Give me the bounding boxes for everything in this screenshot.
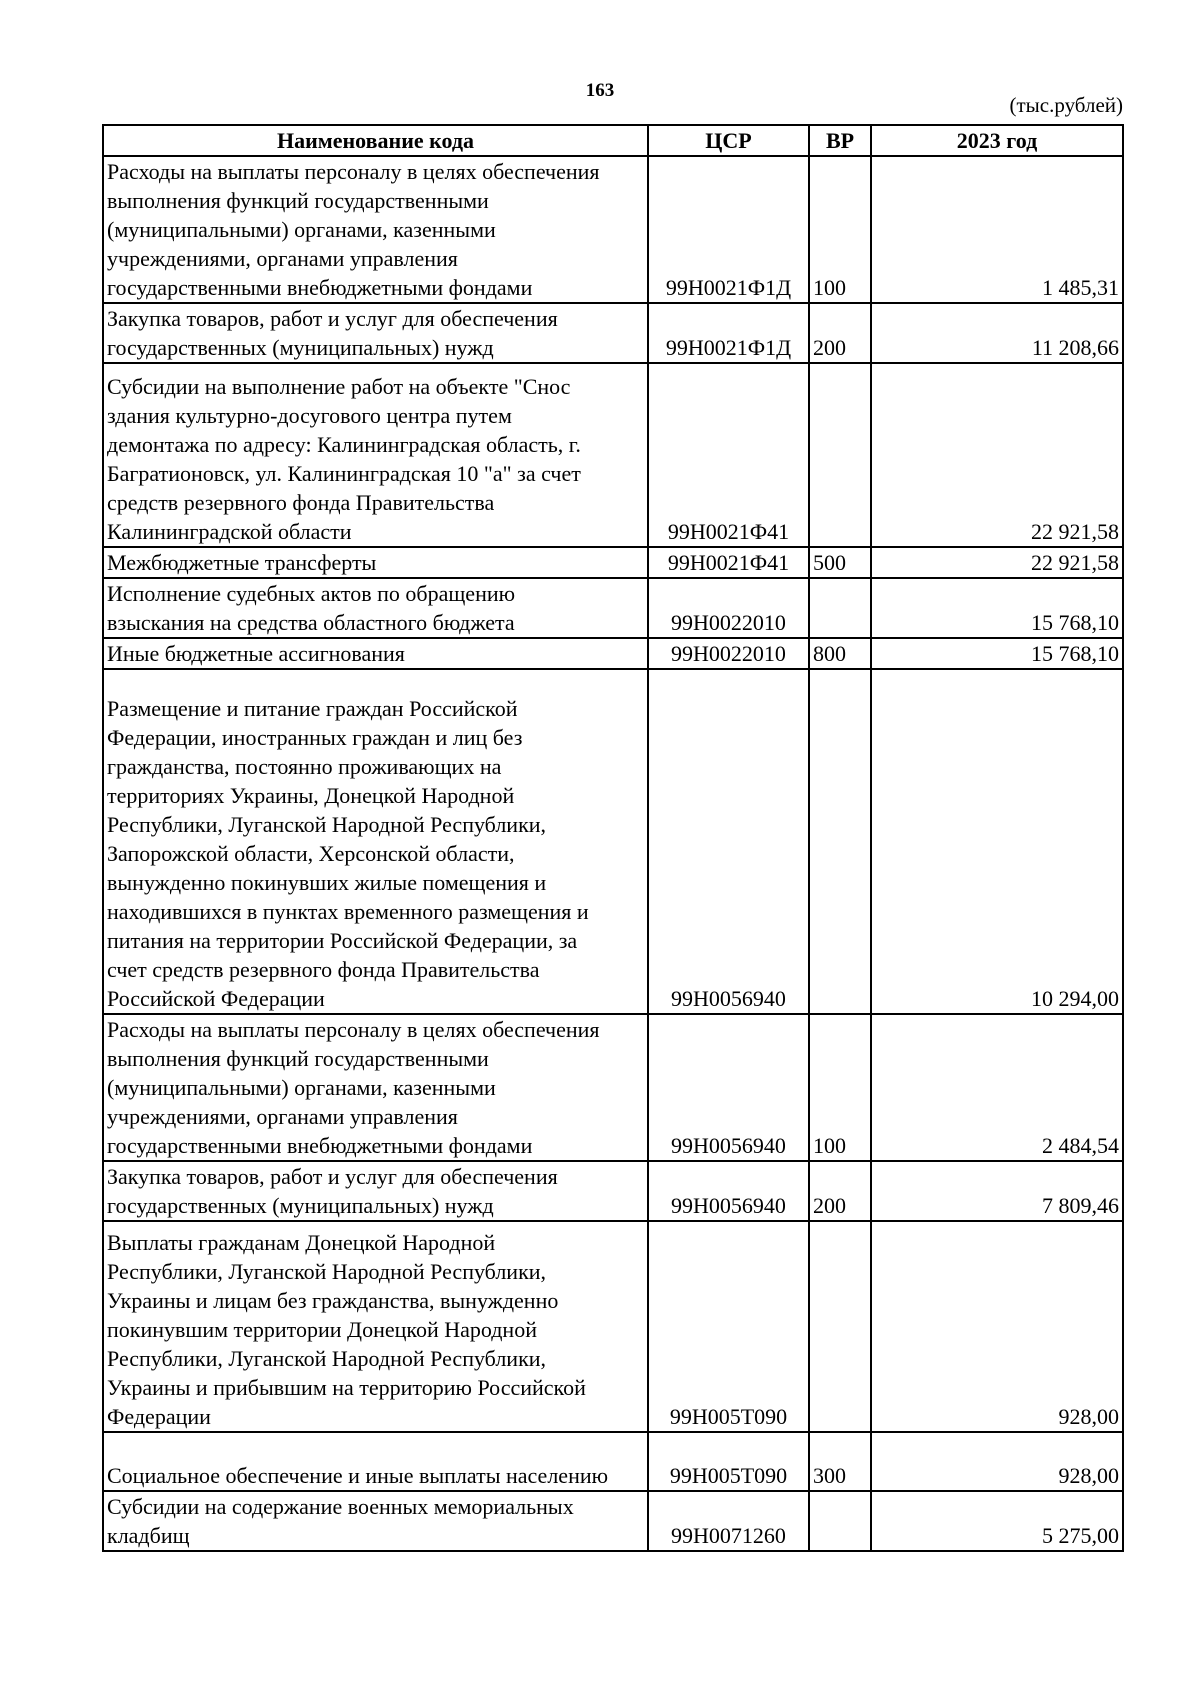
row-name: Расходы на выплаты персоналу в целях обеспечения выполнения функций государственными (муниципальными) органами, казенными учреждениями, органами управления государственными внебюджетными фондами xyxy=(103,156,648,303)
row-csr: 99Н0021Ф1Д xyxy=(648,156,809,303)
row-amount: 7 809,46 xyxy=(871,1161,1123,1221)
row-name: Размещение и питание граждан Российской Федерации, иностранных граждан и лиц без гражданства, постоянно проживающих на территориях Украины, Донецкой Народной Республики, Луганской Народной Республики, Запорожской области, Херсонской области, вынужденно покинувших жилые помещения и находившихся в пунктах временного размещения и питания на территории Российской Федерации, за счет средств резервного фонда Правительства Российской Федерации xyxy=(103,669,648,1014)
header-csr: ЦСР xyxy=(648,125,809,156)
table-row xyxy=(103,1161,1123,1221)
header-name: Наименование кода xyxy=(103,125,648,156)
header-year: 2023 год xyxy=(871,125,1123,156)
row-name: Закупка товаров, работ и услуг для обеспечения государственных (муниципальных) нужд xyxy=(103,1161,648,1221)
row-csr: 99Н0056940 xyxy=(648,1014,809,1161)
row-amount: 2 484,54 xyxy=(871,1014,1123,1161)
row-vr xyxy=(809,363,871,547)
table-row xyxy=(103,638,1123,669)
row-amount: 15 768,10 xyxy=(871,578,1123,638)
row-amount: 928,00 xyxy=(871,1221,1123,1432)
table-row xyxy=(103,156,1123,303)
header-vr: ВР xyxy=(809,125,871,156)
row-vr: 800 xyxy=(809,638,871,669)
row-amount: 10 294,00 xyxy=(871,669,1123,1014)
row-csr: 99Н005Т090 xyxy=(648,1432,809,1491)
row-amount: 22 921,58 xyxy=(871,547,1123,578)
table-row xyxy=(103,1491,1123,1551)
row-csr: 99Н0056940 xyxy=(648,669,809,1014)
row-vr: 300 xyxy=(809,1432,871,1491)
table-row xyxy=(103,1432,1123,1491)
row-name: Субсидии на содержание военных мемориальных кладбищ xyxy=(103,1491,648,1551)
table-row xyxy=(103,669,1123,1014)
row-amount: 22 921,58 xyxy=(871,363,1123,547)
row-name: Субсидии на выполнение работ на объекте "Снос здания культурно-досугового центра путем демонтажа по адресу: Калининградская область, г. Багратионовск, ул. Калининградская 10 "а" за счет средств резервного фонда Правительства Калининградской области xyxy=(103,363,648,547)
row-vr: 100 xyxy=(809,156,871,303)
table-row xyxy=(103,1014,1123,1161)
row-amount: 5 275,00 xyxy=(871,1491,1123,1551)
row-vr xyxy=(809,669,871,1014)
row-amount: 1 485,31 xyxy=(871,156,1123,303)
row-csr: 99Н0021Ф41 xyxy=(648,363,809,547)
row-name: Расходы на выплаты персоналу в целях обеспечения выполнения функций государственными (муниципальными) органами, казенными учреждениями, органами управления государственными внебюджетными фондами xyxy=(103,1014,648,1161)
units-label: (тыс.рублей) xyxy=(1009,93,1123,117)
table-row xyxy=(103,578,1123,638)
row-csr: 99Н005Т090 xyxy=(648,1221,809,1432)
row-vr: 200 xyxy=(809,303,871,363)
row-amount: 928,00 xyxy=(871,1432,1123,1491)
row-name: Иные бюджетные ассигнования xyxy=(103,638,648,669)
row-csr: 99Н0071260 xyxy=(648,1491,809,1551)
row-name: Исполнение судебных актов по обращению взыскания на средства областного бюджета xyxy=(103,578,648,638)
row-vr xyxy=(809,578,871,638)
row-csr: 99Н0021Ф41 xyxy=(648,547,809,578)
table-row xyxy=(103,1221,1123,1432)
row-csr: 99Н0022010 xyxy=(648,578,809,638)
row-csr: 99Н0056940 xyxy=(648,1161,809,1221)
table-row xyxy=(103,363,1123,547)
row-amount: 11 208,66 xyxy=(871,303,1123,363)
row-amount: 15 768,10 xyxy=(871,638,1123,669)
table-row xyxy=(103,547,1123,578)
row-name: Социальное обеспечение и иные выплаты населению xyxy=(103,1432,648,1491)
row-name: Закупка товаров, работ и услуг для обеспечения государственных (муниципальных) нужд xyxy=(103,303,648,363)
row-vr xyxy=(809,1221,871,1432)
table-row xyxy=(103,303,1123,363)
row-csr: 99Н0022010 xyxy=(648,638,809,669)
row-vr xyxy=(809,1491,871,1551)
row-vr: 500 xyxy=(809,547,871,578)
page-number: 163 xyxy=(585,80,615,101)
row-csr: 99Н0021Ф1Д xyxy=(648,303,809,363)
row-name: Выплаты гражданам Донецкой Народной Республики, Луганской Народной Республики, Украины и лицам без гражданства, вынужденно покинувшим территории Донецкой Народной Республики, Луганской Народной Республики, Украины и прибывшим на территорию Российской Федерации xyxy=(103,1221,648,1432)
row-name: Межбюджетные трансферты xyxy=(103,547,648,578)
row-vr: 200 xyxy=(809,1161,871,1221)
budget-table xyxy=(102,124,1124,1552)
header-row xyxy=(103,125,1123,156)
row-vr: 100 xyxy=(809,1014,871,1161)
